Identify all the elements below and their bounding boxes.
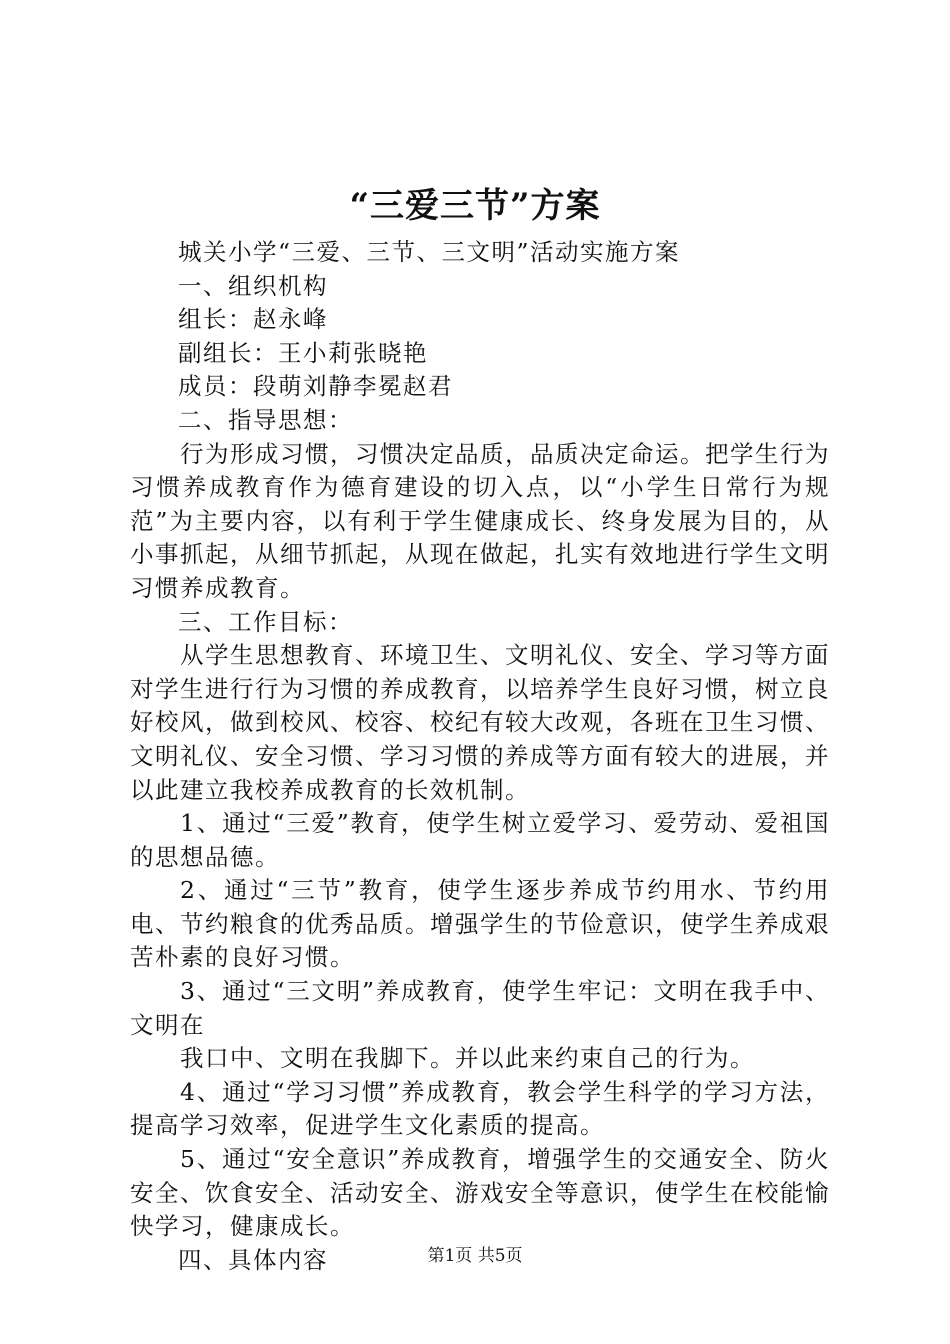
paragraph-goal-2: 2、通过“三节”教育，使学生逐步养成节约用水、节约用电、节约粮食的优秀品质。增强学生的节俭意识，使学生养成艰苦朴素的良好习惯。 bbox=[130, 876, 830, 972]
paragraph-goal-3-continued: 我口中、文明在我脚下。并以此来约束自己的行为。 bbox=[180, 1044, 755, 1073]
paragraph-guiding-thought: 行为形成习惯，习惯决定品质，品质决定命运。把学生行为习惯养成教育作为德育建设的切入点，以“小学生日常行为规范”为主要内容，以有利于学生健康成长、终身发展为目的，从小事抓起，从细节抓起，从现在做起，扎实有效地进行学生文明习惯养成教育。 bbox=[130, 439, 830, 602]
paragraph-members: 成员：段萌刘静李冕赵君 bbox=[178, 372, 453, 401]
section-heading-specific-content: 四、具体内容 bbox=[178, 1245, 328, 1274]
section-heading-organization: 一、组织机构 bbox=[178, 271, 328, 300]
paragraph-goal-3: 3、通过“三文明”养成教育，使学生牢记：文明在我手中、文明在 bbox=[130, 977, 830, 1039]
section-heading-work-goals: 三、工作目标： bbox=[178, 607, 353, 636]
paragraph-work-goals: 从学生思想教育、环境卫生、文明礼仪、安全、学习等方面对学生进行行为习惯的养成教育，以培养学生良好习惯，树立良好校风，做到校风、校容、校纪有较大改观，各班在卫生习惯、文明礼仪、安全习惯、学习习惯的养成等方面有较大的进展，并以此建立我校养成教育的长效机制。 bbox=[130, 641, 830, 804]
paragraph-goal-4: 4、通过“学习习惯”养成教育，教会学生科学的学习方法，提高学习效率，促进学生文化素质的提高。 bbox=[130, 1077, 830, 1140]
paragraph-goal-1: 1、通过“三爱”教育，使学生树立爱学习、爱劳动、爱祖国的思想品德。 bbox=[130, 809, 830, 871]
document-title: “三爱三节”方案 bbox=[349, 186, 601, 226]
paragraph-subtitle: 城关小学“三爱、三节、三文明”活动实施方案 bbox=[178, 238, 681, 266]
paragraph-leader: 组长：赵永峰 bbox=[178, 305, 328, 334]
paragraph-deputy-leader: 副组长：王小莉张晓艳 bbox=[178, 338, 428, 367]
section-heading-guiding-thought: 二、指导思想： bbox=[178, 405, 353, 434]
page-number-footer: 第1页 共5页 bbox=[427, 1246, 523, 1266]
paragraph-goal-5: 5、通过“安全意识”养成教育，增强学生的交通安全、防火安全、饮食安全、活动安全、游戏安全等意识，使学生在校能愉快学习，健康成长。 bbox=[130, 1145, 830, 1241]
document-body bbox=[130, 236, 830, 1277]
